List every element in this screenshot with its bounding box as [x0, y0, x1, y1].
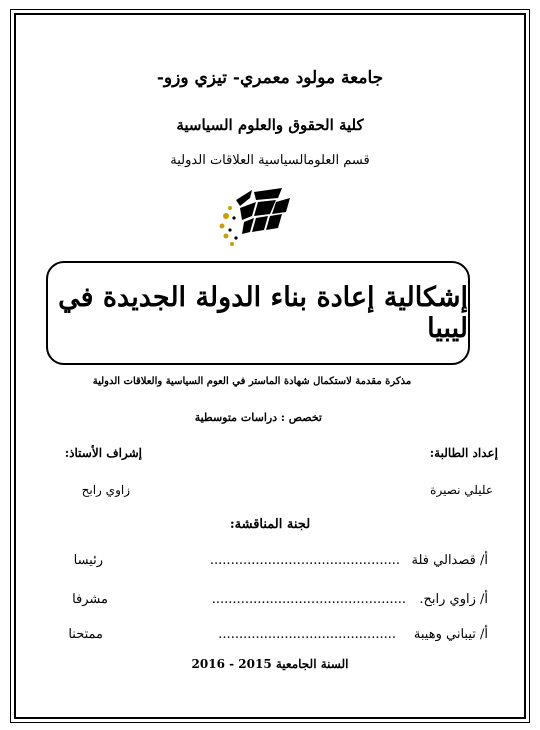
committee-dots: .............................................. [209, 553, 400, 568]
committee-label: لجنة المناقشة: [229, 517, 311, 532]
academic-year: السنة الجامعية 2015 - 2016 [191, 657, 349, 671]
committee-member-name: أ/ قصدالي فلة [411, 553, 488, 568]
faculty-name: كلية الحقوق والعلوم السياسية [176, 116, 364, 134]
committee-member-role: مشرفا [72, 592, 108, 607]
committee-dots: ........................................... [218, 627, 396, 642]
committee-member-name: أ/ تيباني وهيبة [413, 627, 488, 642]
university-logo-icon [216, 186, 292, 250]
thesis-title-box [46, 261, 470, 365]
thesis-title: إشكالية إعادة بناء الدولة الجديدة في ليبيا [58, 282, 468, 344]
supervisor-name: زاوي رابح [81, 483, 130, 497]
committee-member-name: أ/ زاوي رابح. [419, 592, 488, 607]
student-label: إعداد الطالبة: [429, 446, 498, 460]
university-name: جامعة مولود معمري- تيزي وزو- [156, 68, 384, 88]
department-name: قسم العلومالسياسية العلاقات الدولية [170, 153, 370, 168]
thesis-subtitle: مذكرة مقدمة لاستكمال شهادة الماستر في العوم السياسية والعلاقات الدولية [92, 376, 412, 387]
committee-dots: ............................................... [211, 592, 406, 607]
specialty: تخصص : دراسات متوسطية [194, 411, 322, 424]
committee-member-role: ممتحنا [68, 627, 103, 642]
committee-member-role: رئيسا [73, 553, 103, 568]
supervisor-label: إشراف الأستاذ: [64, 446, 142, 460]
student-name: عليلي نصيرة [430, 483, 493, 497]
